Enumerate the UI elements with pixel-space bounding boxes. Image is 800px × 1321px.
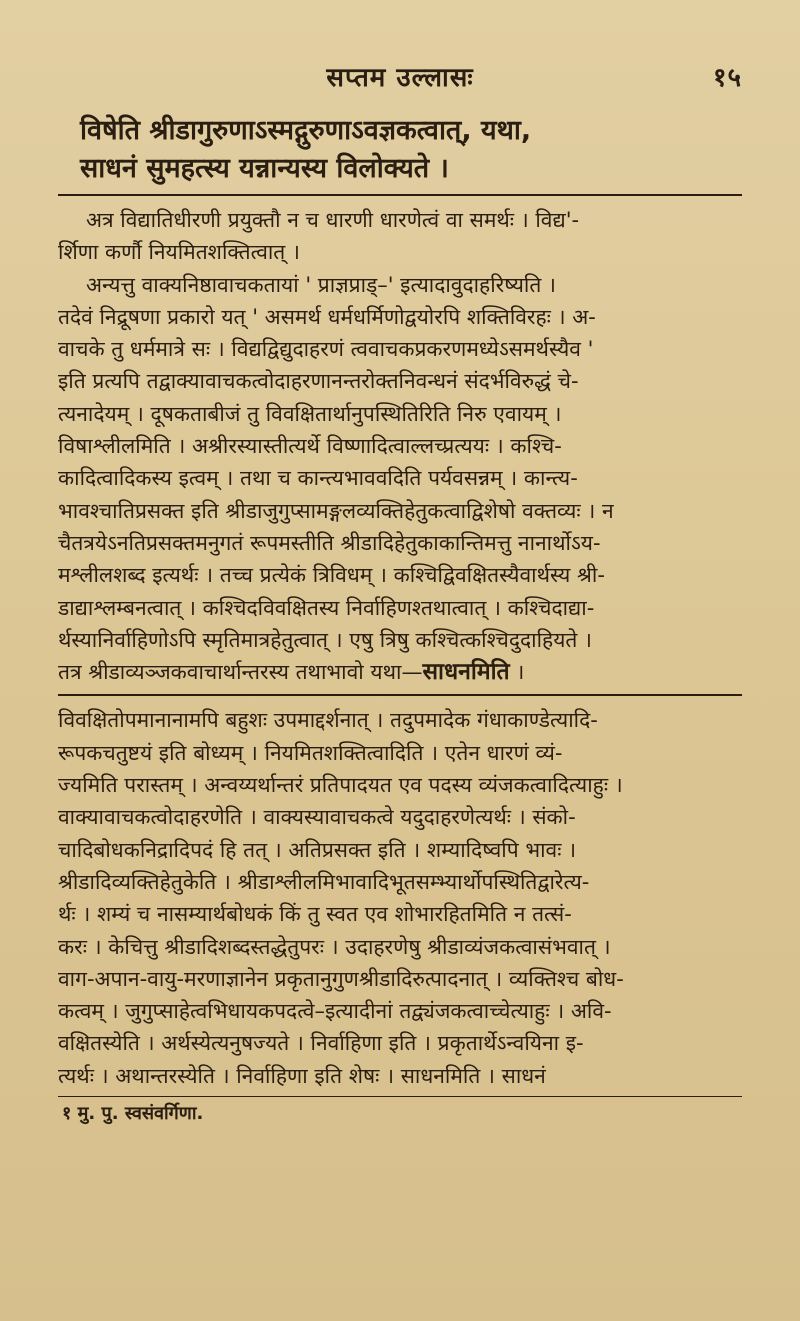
- text-segment: तत्र श्रीडाव्यञ्जकवाचार्थान्तरस्य तथाभावो यथा—: [58, 660, 423, 685]
- text-line: वक्षितस्येति । अर्थस्येत्यनुषज्यते । निर्वाहिणा इति । प्रकृतार्थेऽन्वयिना इ-: [58, 1031, 584, 1056]
- text-line: अत्र विद्यातिधीरणी प्रयुक्तौ न च धारणी धारणेत्वं वा समर्थः । विद्य'-: [86, 208, 580, 232]
- text-line: करः । केचित्तु श्रीडादिशब्दस्तद्धेतुपरः । उदाहरणेषु श्रीडाव्यंजकत्वासंभवात् ।: [58, 934, 611, 959]
- text-line: कत्वम् । जुगुप्साहेत्वभिधायकपदत्वे–इत्यादीनां तद्व्यंजकत्वाच्चेत्याहुः । अवि-: [58, 999, 612, 1024]
- text-line: र्थः । शम्यं च नासम्यार्थबोधकं किं तु स्वत एव शोभारहितमिति न तत्सं-: [58, 902, 572, 927]
- text-line: इति प्रत्यपि तद्वाक्यावाचकत्वोदाहरणानन्तरोक्तनिवन्धनं संदर्भविरुद्धं चे-: [58, 369, 579, 394]
- text-line: मश्लीलशब्द इत्यर्थः । तच्च प्रत्येकं त्रिविधम् । कश्चिद्विवक्षितस्यैवार्थस्य श्री-: [58, 563, 605, 588]
- text-line: चादिबोधकनिद्रादिपदं हि तत् । अतिप्रसक्त इति । शम्यादिष्वपि भावः ।: [58, 837, 577, 862]
- text-line: भावश्चातिप्रसक्त इति श्रीडाजुगुप्सामङ्गलव्यक्तिहेतुकत्वाद्विशेषो वक्तव्यः । न: [58, 498, 614, 523]
- text-line: त्यनादेयम् । दूषकताबीजं तु विवक्षितार्थानुपस्थितिरिति निरु एवायम् ।: [58, 401, 562, 426]
- text-line: विषाश्लीलमिति । अश्रीरस्यास्तीत्यर्थे विष्णादित्वाल्लच्प्रत्ययः । कश्चि-: [58, 434, 562, 459]
- text-line: रूपकचतुष्टयं इति बोध्यम् । नियमितशक्तित्वादिति । एतेन धारणं व्यं-: [58, 740, 563, 765]
- text-line: त्यर्थः । अथान्तरस्येति । निर्वाहिणा इति शेषः । साधनमिति । साधनं: [58, 1063, 546, 1088]
- verse-line-2: साधनं सुमहत्स्य यन्नान्यस्य विलोक्यते ।: [80, 153, 449, 184]
- page-number: १५: [712, 63, 742, 93]
- footnote-rule: [58, 1096, 742, 1097]
- top-rule: [58, 194, 742, 196]
- footnote: १ मु. पु. स्वसंवर्गिणा.: [62, 1103, 204, 1125]
- text-line: र्शिणा कर्णौ नियमितशक्तित्वात् ।: [58, 240, 300, 265]
- section-rule: [58, 694, 742, 696]
- text-line: र्थस्यानिर्वाहिणोऽपि स्मृतिमात्रहेतुत्वात् । एषु त्रिषु कश्चित्कश्चिदुदाहियते ।: [58, 627, 592, 652]
- text-line: डाद्याश्लम्बनत्वात् । कश्चिदविवक्षितस्य निर्वाहिणश्तथात्वात् । कश्चिदाद्या-: [58, 595, 595, 620]
- gloss-paragraph: [58, 704, 742, 1092]
- text-line: चैतत्रयेऽनतिप्रसक्तमनुगतं रूपमस्तीति श्रीडादिहेतुकाकान्तिमत्तु नानार्थोऽय-: [58, 530, 601, 555]
- text-line: विवक्षितोपमानानामपि बहुशः उपमाद्दर्शनात् । तदुपमादेक गंधाकाण्डेत्यादि-: [58, 708, 598, 733]
- commentary-paragraph-2: [58, 269, 742, 689]
- verse-line-1: विषेति श्रीडागुरुणाऽस्मद्गुरुणाऽवज्ञकत्वात्, यथा,: [80, 115, 532, 146]
- verse-lead: [58, 112, 742, 188]
- text-line: वाग-अपान-वायु-मरणाज्ञानेन प्रकृतानुगुणश्रीडादिरुत्पादनात् । व्यक्तिश्च बोध-: [58, 966, 624, 991]
- text-line: वाक्यावाचकत्वोदाहरणेति । वाक्यस्यावाचकत्वे यदुदाहरणेत्यर्थः । संको-: [58, 805, 576, 830]
- chapter-title: सप्तम उल्लासः: [326, 63, 474, 93]
- text-line: तत्र श्रीडाव्यञ्जकवाचार्थान्तरस्य तथाभावो यथा—साधनमिति ।: [58, 659, 525, 686]
- running-head: [58, 58, 742, 94]
- text-line: श्रीडादिव्यक्तिहेतुकेति । श्रीडाश्लीलमिभावादिभूतसम्भ्यार्थोपस्थितिद्वारेत्य-: [58, 869, 590, 894]
- text-line: ज्यमिति परास्तम् । अन्वय्यर्थान्तरं प्रतिपादयत एव पदस्य व्यंजकत्वादित्याहुः ।: [58, 773, 623, 798]
- text-line: अन्यत्तु वाक्यनिष्ठावाचकतायां ' प्राज्ञप्राड्–' इत्यादावुदाहरिष्यति ।: [86, 272, 556, 297]
- text-line: वाचके तु धर्ममात्रे सः । विद्यद्विद्युदाहरणं त्ववाचकप्रकरणमध्येऽसमर्थस्यैव ': [58, 337, 594, 362]
- text-line: तदेवं निद्रूषणा प्रकारो यत् ' असमर्थ धर्मधर्मिणोद्वयोरपि शक्तिविरहः । अ-: [58, 304, 596, 329]
- commentary-paragraph-1: [58, 204, 742, 269]
- text-line: कादित्वादिकस्य इत्वम् । तथा च कान्त्यभाववदिति पर्यवसन्नम् । कान्त्य-: [58, 466, 578, 491]
- emphasized-term: साधनमिति: [422, 659, 510, 686]
